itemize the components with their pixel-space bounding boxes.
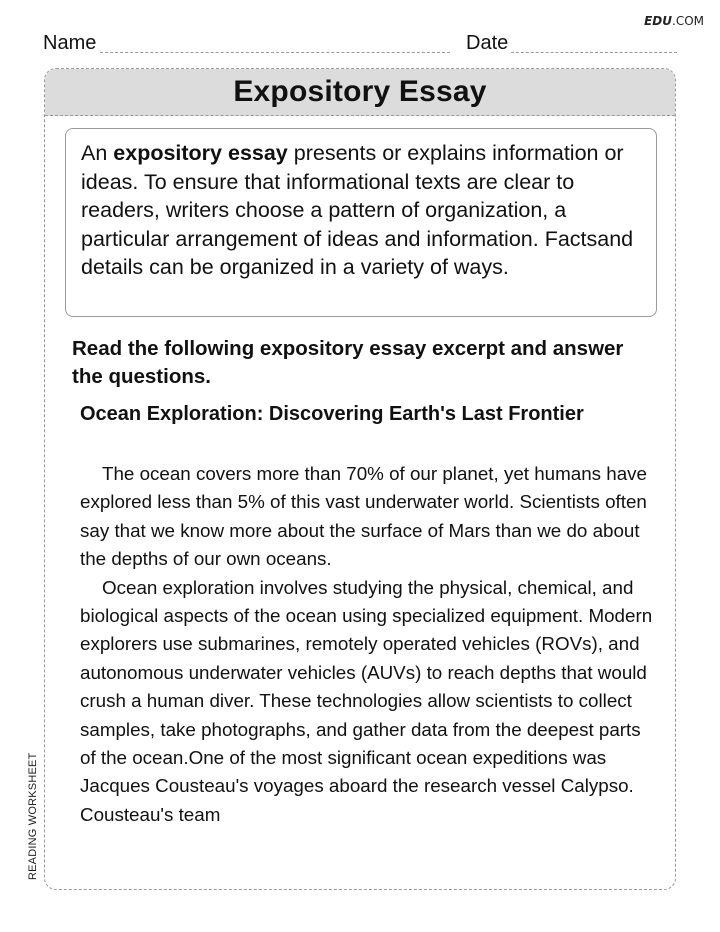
essay-title: Ocean Exploration: Discovering Earth's Last Frontier — [80, 403, 584, 425]
worksheet-card — [44, 68, 676, 890]
card-header — [45, 69, 675, 116]
definition-term: expository essay — [113, 141, 288, 165]
brand-logo-bold: EDU — [644, 14, 672, 28]
side-label: READING WORKSHEET — [27, 752, 39, 880]
essay-paragraph: Ocean exploration involves studying the physical, chemical, and biological aspects of the ocean using specialized equipment. Modern explorers use submarines, remotely operated vehicles (ROVs), and autonomous underwater vehicles (AUVs) to reach depths that would crush a human diver. These technologies allow scientists to collect samples, take photographs, and gather data from the deepest parts of the ocean.One of the most significant ocean expeditions was Jacques Cousteau's voyages aboard the research vessel Calypso. Cousteau's team — [80, 576, 653, 825]
essay-body — [80, 460, 660, 829]
date-field-line[interactable] — [511, 52, 677, 53]
page-title: Expository Essay — [233, 75, 487, 108]
date-label: Date — [466, 32, 509, 54]
instructions: Read the following expository essay excerpt and answer the questions. — [72, 337, 624, 388]
definition-prefix: An — [81, 141, 114, 165]
essay-paragraph: The ocean covers more than 70% of our planet, yet humans have explored less than 5% of this vast underwater world. Scientists often say that we know more about the surface of Mars than we do about the depths of our own oceans. — [80, 463, 647, 570]
brand-logo — [644, 14, 704, 28]
definition-text: presents or explains information or ideas. To ensure that informational texts are clear to readers, writers choose a pattern of organization, a particular arrangement of ideas and information. Factsand details can be organized in a variety of ways. — [81, 141, 634, 279]
name-field-line[interactable] — [100, 52, 450, 53]
definition-box — [65, 128, 657, 317]
brand-logo-suffix: .COM — [672, 14, 704, 28]
name-label: Name — [43, 32, 97, 54]
